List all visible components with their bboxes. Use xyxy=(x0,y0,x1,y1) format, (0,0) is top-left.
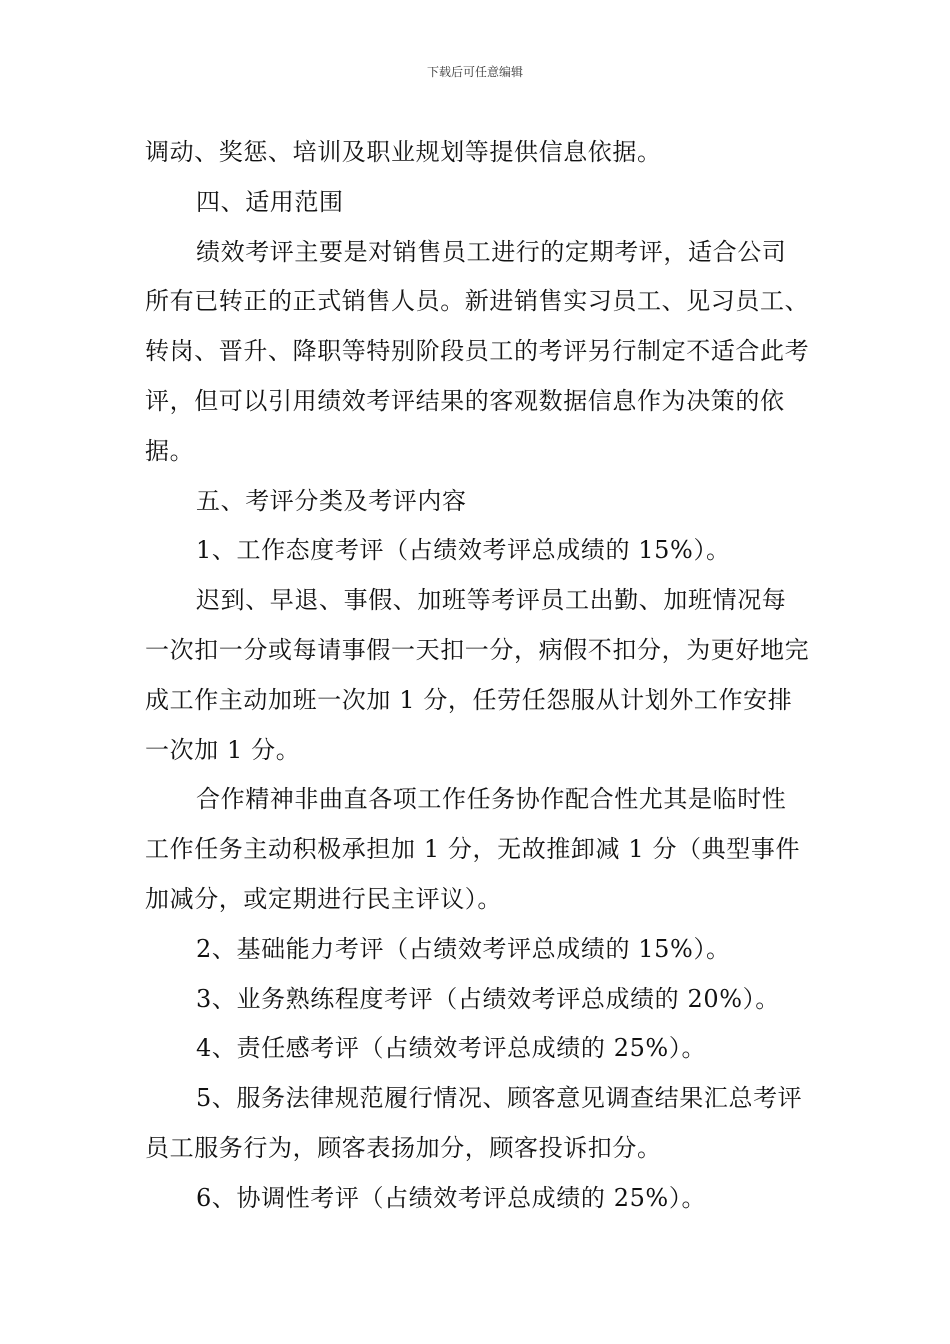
list-item: 3、业务熟练程度考评（占绩效考评总成绩的 20%）。 xyxy=(196,984,780,1013)
paragraph: 迟到、早退、事假、加班等考评员工出勤、加班情况每一次扣一分或每请事假一天扣一分，病假不扣分，为更好地完成工作主动加班一次加 1 分，任劳任怨服从计划外工作安排一次加 1 分。 xyxy=(145,586,810,764)
section-heading: 四、适用范围 xyxy=(196,187,344,216)
document-body xyxy=(145,128,810,1224)
list-item: 6、协调性考评（占绩效考评总成绩的 25%）。 xyxy=(196,1183,707,1212)
paragraph: 调动、奖惩、培训及职业规划等提供信息依据。 xyxy=(145,138,662,166)
list-item: 4、责任感考评（占绩效考评总成绩的 25%）。 xyxy=(196,1034,707,1063)
paragraph: 绩效考评主要是对销售员工进行的定期考评，适合公司所有已转正的正式销售人员。新进销售实习员工、见习员工、转岗、晋升、降职等特别阶段员工的考评另行制定不适合此考评，但可以引用绩效考评结果的客观数据信息作为决策的依据。 xyxy=(145,237,810,465)
paragraph: 合作精神非曲直各项工作任务协作配合性尤其是临时性工作任务主动积极承担加 1 分，无故推卸减 1 分（典型事件加减分，或定期进行民主评议）。 xyxy=(145,785,801,913)
section-heading: 五、考评分类及考评内容 xyxy=(196,486,467,515)
page-header: 下载后可任意编辑 xyxy=(426,65,523,79)
list-item: 5、服务法律规范履行情况、顾客意见调查结果汇总考评员工服务行为，顾客表扬加分，顾客投诉扣分。 xyxy=(145,1084,803,1162)
list-item: 1、工作态度考评（占绩效考评总成绩的 15%）。 xyxy=(196,536,731,565)
list-item: 2、基础能力考评（占绩效考评总成绩的 15%）。 xyxy=(196,934,731,963)
